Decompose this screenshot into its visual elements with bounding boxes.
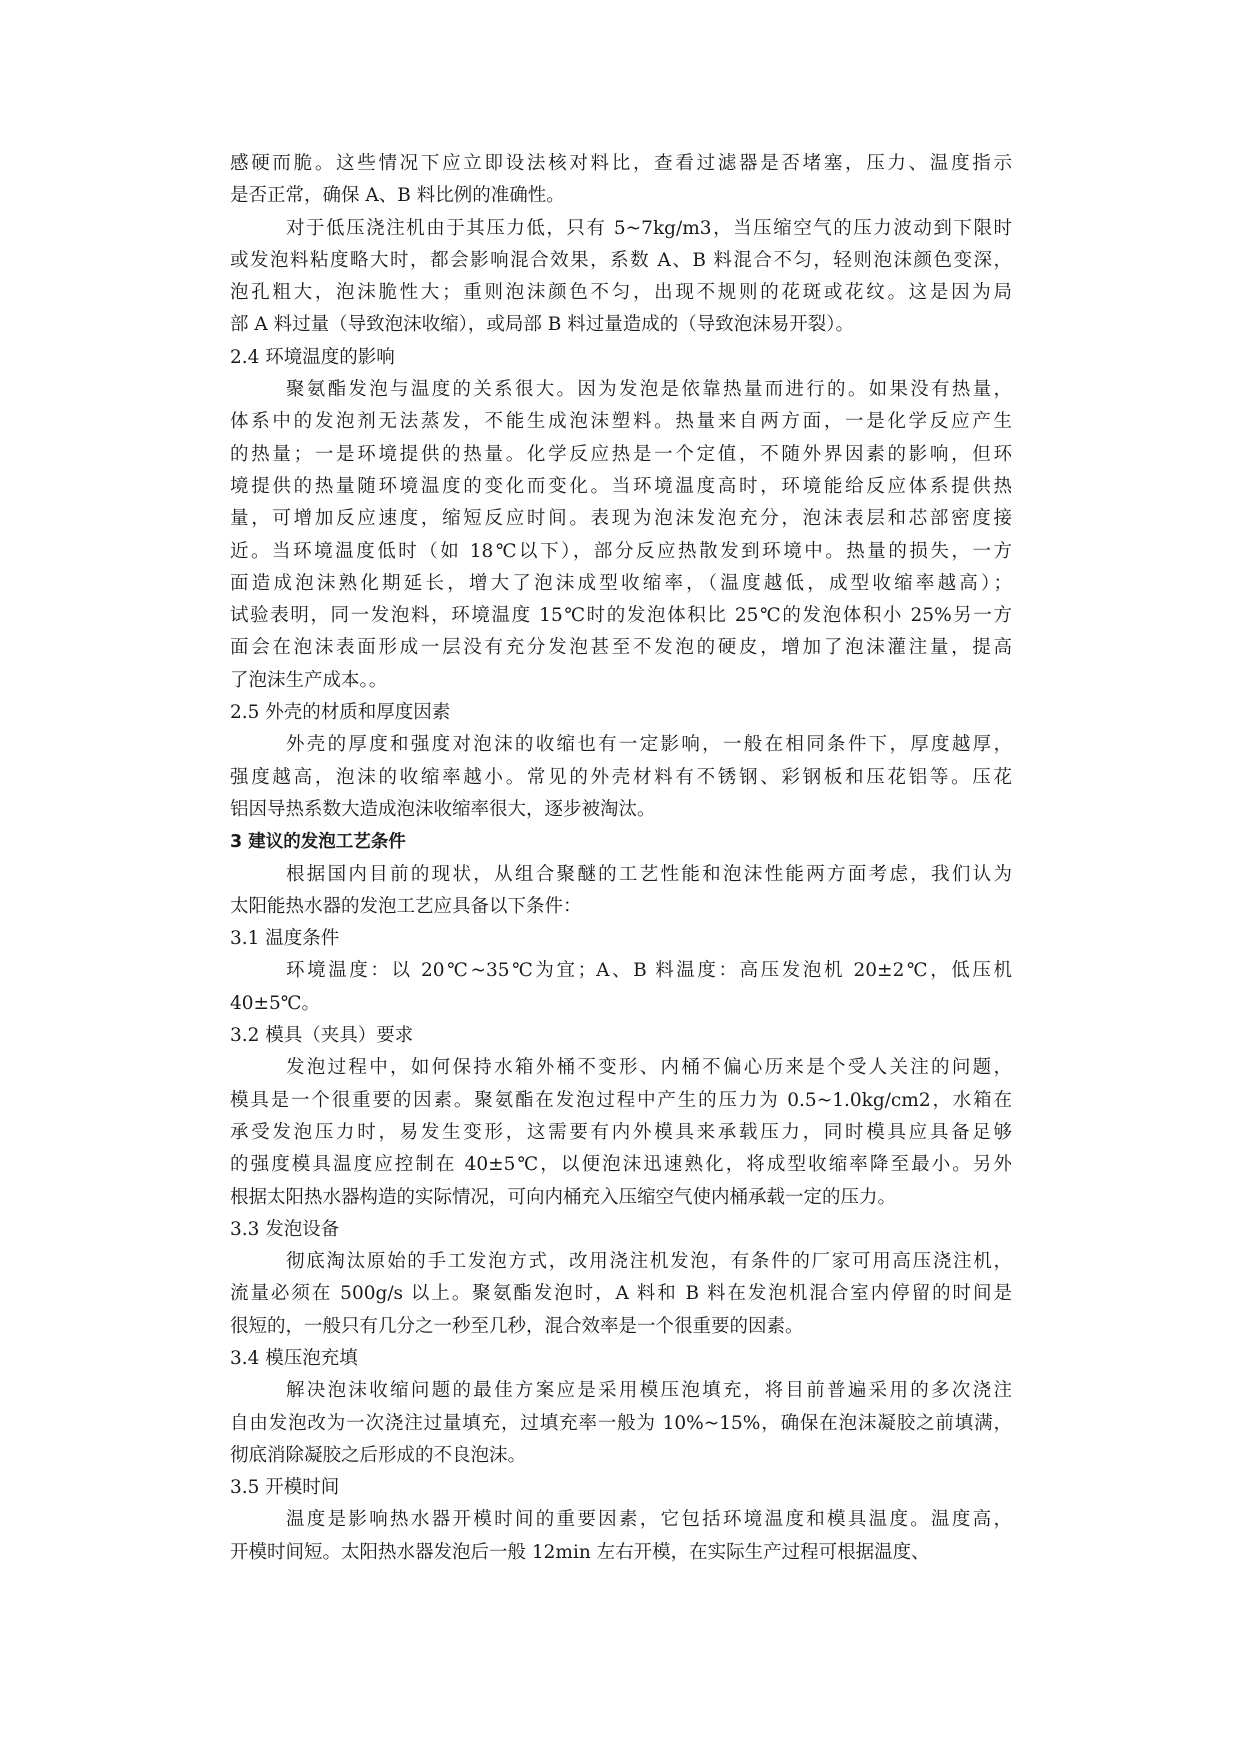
paragraph-line: 感硬而脆。这些情况下应立即设法核对料比，查看过滤器是否堵塞，压力、温度指示 bbox=[230, 153, 1012, 174]
paragraph-line: 试验表明，同一发泡料，环境温度 15℃时的发泡体积比 25℃的发泡体积小 25%另一方 bbox=[230, 605, 1012, 627]
paragraph-line: 面造成泡沫熟化期延长，增大了泡沫成型收缩率，（温度越低，成型收缩率越高）； bbox=[230, 572, 1012, 594]
paragraph-line: 40±5℃。 bbox=[230, 992, 321, 1014]
paragraph-line: 的热量；一是环境提供的热量。化学反应热是一个定值，不随外界因素的影响，但环 bbox=[230, 443, 1012, 465]
paragraph-line: 体系中的发泡剂无法蒸发，不能生成泡沫塑料。热量来自两方面，一是化学反应产生 bbox=[230, 411, 1012, 433]
paragraph-line: 很短的，一般只有几分之一秒至几秒，混合效率是一个很重要的因素。 bbox=[230, 1315, 804, 1337]
paragraph-line: 彻底消除凝胶之后形成的不良泡沫。 bbox=[230, 1444, 527, 1466]
subsection-heading: 2.4 环境温度的影响 bbox=[230, 346, 395, 368]
paragraph bbox=[230, 374, 1012, 697]
paragraph-line: 铝因导热系数大造成泡沫收缩率很大，逐步被淘汰。 bbox=[230, 798, 656, 820]
document-page bbox=[230, 148, 1012, 1569]
paragraph-line: 流量必须在 500g/s 以上。聚氨酯发泡时，A 料和 B 料在发泡机混合室内停留的时间是 bbox=[230, 1283, 1012, 1305]
paragraph-line: 根据太阳热水器构造的实际情况，可向内桶充入压缩空气使内桶承载一定的压力。 bbox=[230, 1186, 897, 1208]
section-heading: 3 建议的发泡工艺条件 bbox=[230, 832, 406, 853]
paragraph-line: 外壳的厚度和强度对泡沫的收缩也有一定影响，一般在相同条件下，厚度越厚， bbox=[286, 734, 1012, 756]
paragraph-line: 太阳能热水器的发泡工艺应具备以下条件： bbox=[230, 895, 582, 917]
paragraph-line: 解决泡沫收缩问题的最佳方案应是采用模压泡填充，将目前普遍采用的多次浇注 bbox=[286, 1380, 1012, 1402]
paragraph-line: 泡孔粗大，泡沫脆性大；重则泡沫颜色不匀，出现不规则的花斑或花纹。这是因为局 bbox=[230, 282, 1012, 304]
paragraph-line: 环境温度：以 20℃~35℃为宜；A、B 料温度：高压发泡机 20±2℃，低压机 bbox=[286, 960, 1012, 982]
paragraph-line: 量，可增加反应速度，缩短反应时间。表现为泡沫发泡充分，泡沫表层和芯部密度接 bbox=[230, 508, 1012, 530]
paragraph-line: 或发泡料粘度略大时，都会影响混合效果，系数 A、B 料混合不匀，轻则泡沫颜色变深， bbox=[230, 249, 1012, 271]
paragraph-line: 模具是一个很重要的因素。聚氨酯在发泡过程中产生的压力为 0.5~1.0kg/cm2，水箱在 bbox=[230, 1089, 1012, 1111]
paragraph-line: 强度越高，泡沫的收缩率越小。常见的外壳材料有不锈钢、彩钢板和压花铝等。压花 bbox=[230, 766, 1012, 788]
paragraph-line: 聚氨酯发泡与温度的关系很大。因为发泡是依靠热量而进行的。如果没有热量， bbox=[286, 379, 1012, 401]
paragraph bbox=[230, 148, 1012, 213]
paragraph-line: 了泡沫生产成本。。 bbox=[230, 669, 388, 691]
paragraph-line: 近。当环境温度低时（如 18℃以下），部分反应热散发到环境中。热量的损失，一方 bbox=[230, 540, 1012, 562]
paragraph-line: 面会在泡沫表面形成一层没有充分发泡甚至不发泡的硬皮，增加了泡沫灌注量，提高 bbox=[230, 637, 1012, 659]
paragraph-line: 发泡过程中，如何保持水箱外桶不变形、内桶不偏心历来是个受人关注的问题， bbox=[286, 1057, 1012, 1079]
paragraph bbox=[230, 859, 1012, 924]
paragraph bbox=[230, 729, 1012, 826]
subsection-heading: 2.5 外壳的材质和厚度因素 bbox=[230, 702, 451, 724]
paragraph bbox=[230, 1504, 1012, 1569]
paragraph bbox=[230, 1375, 1012, 1472]
paragraph bbox=[230, 1246, 1012, 1343]
paragraph-line: 承受发泡压力时，易发生变形，这需要有内外模具来承载压力，同时模具应具备足够 bbox=[230, 1121, 1012, 1143]
subsection-heading: 3.3 发泡设备 bbox=[230, 1218, 340, 1240]
paragraph-line: 境提供的热量随环境温度的变化而变化。当环境温度高时，环境能给反应体系提供热 bbox=[230, 475, 1012, 497]
subsection-heading: 3.4 模压泡充填 bbox=[230, 1347, 358, 1369]
subsection-heading: 3.2 模具（夹具）要求 bbox=[230, 1025, 414, 1047]
paragraph-line: 的强度模具温度应控制在 40±5℃，以便泡沫迅速熟化，将成型收缩率降至最小。另外 bbox=[230, 1154, 1012, 1176]
subsection-heading: 3.1 温度条件 bbox=[230, 928, 340, 950]
paragraph-line: 温度是影响热水器开模时间的重要因素，它包括环境温度和模具温度。温度高， bbox=[286, 1509, 1012, 1531]
paragraph-line: 开模时间短。太阳热水器发泡后一般 12min 左右开模，在实际生产过程可根据温度、 bbox=[230, 1541, 930, 1563]
paragraph-line: 对于低压浇注机由于其压力低，只有 5~7kg/m3，当压缩空气的压力波动到下限时 bbox=[286, 217, 1012, 239]
paragraph-line: 自由发泡改为一次浇注过量填充，过填充率一般为 10%~15%，确保在泡沫凝胶之前填满， bbox=[230, 1412, 1012, 1434]
paragraph-line: 部 A 料过量（导致泡沫收缩），或局部 B 料过量造成的（导致泡沫易开裂）。 bbox=[230, 314, 854, 336]
paragraph-line: 根据国内目前的现状，从组合聚醚的工艺性能和泡沫性能两方面考虑，我们认为 bbox=[286, 863, 1012, 885]
paragraph bbox=[230, 1052, 1012, 1213]
paragraph-line: 彻底淘汰原始的手工发泡方式，改用浇注机发泡，有条件的厂家可用高压浇注机， bbox=[286, 1251, 1012, 1273]
subsection-heading: 3.5 开模时间 bbox=[230, 1477, 340, 1499]
paragraph bbox=[230, 955, 1012, 1020]
paragraph-line: 是否正常，确保 A、B 料比例的准确性。 bbox=[230, 185, 565, 207]
paragraph bbox=[230, 213, 1012, 342]
